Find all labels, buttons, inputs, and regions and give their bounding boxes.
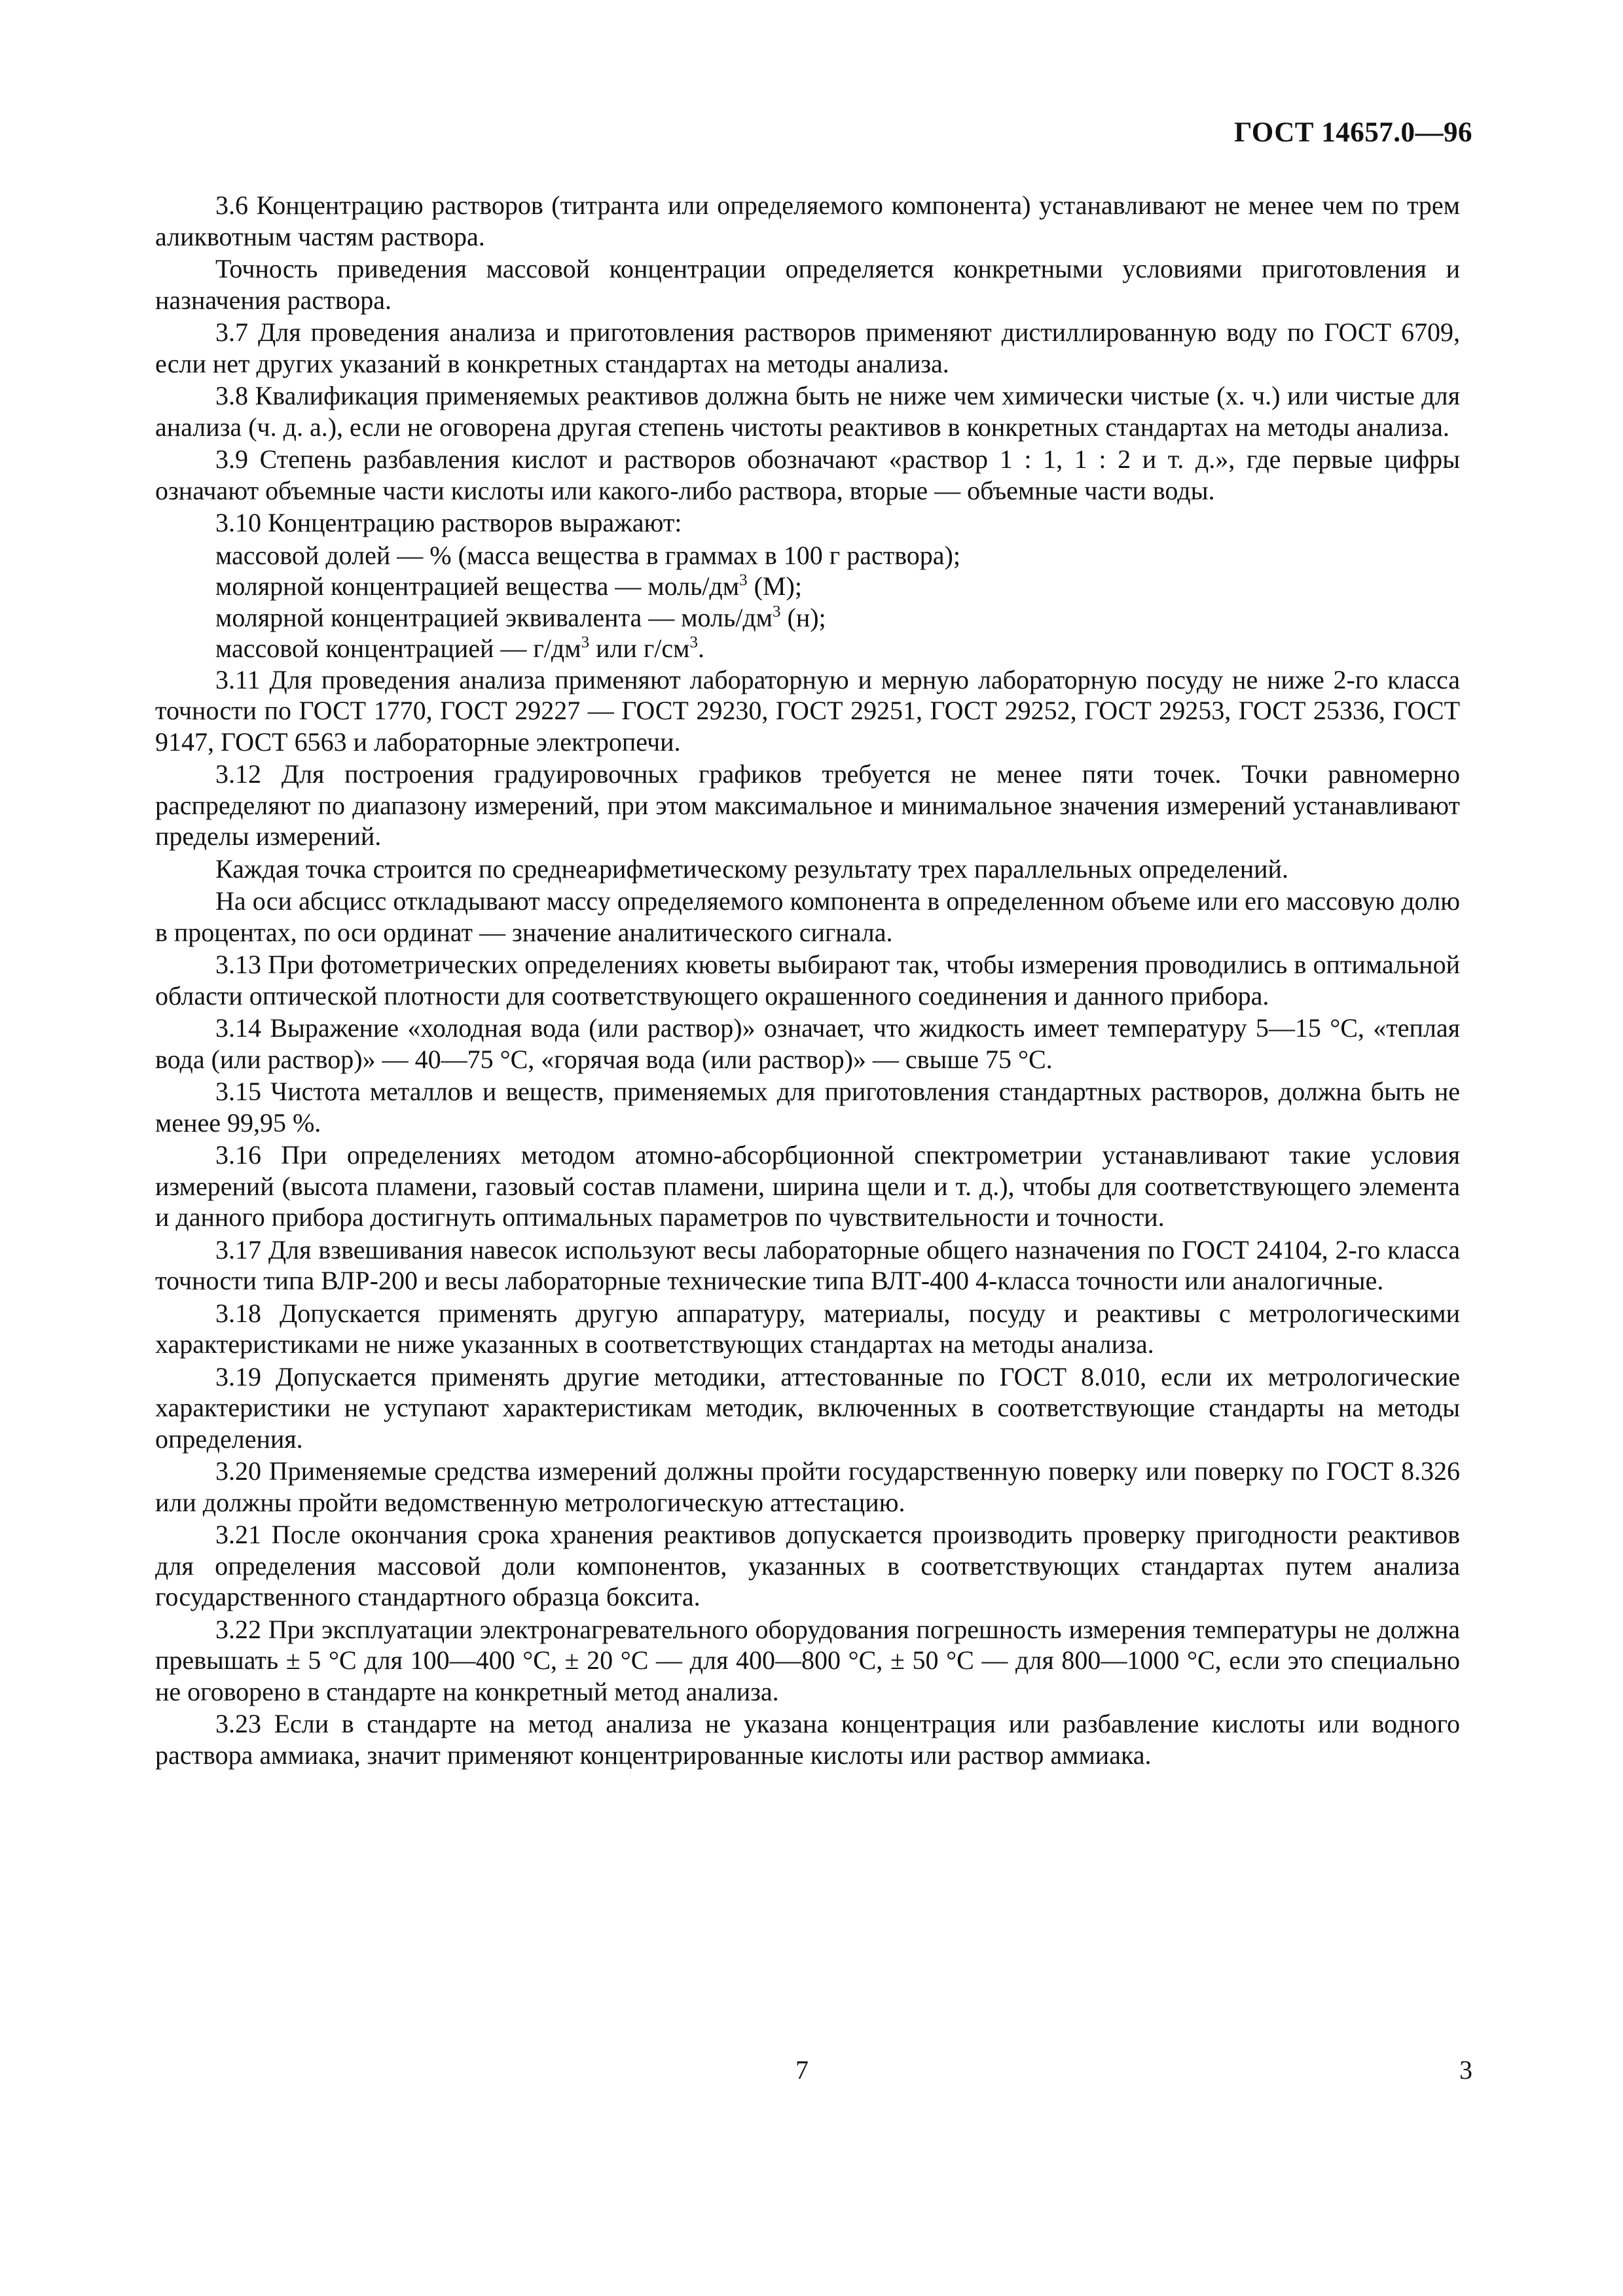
paragraph-3-15: 3.15 Чистота металлов и веществ, применяемых для приготовления стандартных растворов, должна быть не менее 99,95 %. <box>155 1077 1460 1138</box>
list-item-equivalent-concentration <box>155 602 1460 634</box>
paragraph-3-7: 3.7 Для проведения анализа и приготовления растворов применяют дистиллированную воду по ГОСТ 6709, если нет других указаний в конкретных стандартах на методы анализа. <box>155 317 1460 378</box>
paragraph-3-10: 3.10 Концентрацию растворов выражают: <box>215 508 682 537</box>
list-item-text: массовой концентрацией — г/дм <box>215 634 581 663</box>
paragraph-3-11: 3.11 Для проведения анализа применяют лабораторную и мерную лабораторную посуду не ниже 2-го класса точности по ГОСТ 1770, ГОСТ 29227 — ГОСТ 29230, ГОСТ 29251, ГОСТ 29252, ГОСТ 29253, ГОСТ 25336, ГОСТ 9147, ГОСТ 6563 и лабораторные электропечи. <box>155 664 1460 757</box>
paragraph-3-20: 3.20 Применяемые средства измерений должны пройти государственную поверку или поверку по ГОСТ 8.326 или должны пройти ведомственную метрологическую аттестацию. <box>155 1456 1460 1517</box>
list-item-molar-concentration <box>155 571 1460 602</box>
superscript: 3 <box>773 602 781 620</box>
list-item-text: (н); <box>780 602 826 632</box>
superscript: 3 <box>689 634 698 651</box>
paragraph-3-18: 3.18 Допускается применять другую аппаратуру, материалы, посуду и реактивы с метрологическими характеристиками не ниже указанных в соответствующих стандартах на методы анализа. <box>155 1298 1460 1359</box>
paragraph-3-17: 3.17 Для взвешивания навесок используют весы лабораторные общего назначения по ГОСТ 24104, 2-го класса точности типа ВЛР-200 и весы лабораторные технические типа ВЛТ-400 4-класса точности или аналогичные. <box>155 1234 1460 1295</box>
page-number: 3 <box>1459 2055 1472 2085</box>
paragraph-3-23: 3.23 Если в стандарте на метод анализа не указана концентрация или разбавление кислоты или водного раствора аммиака, значит применяют концентрированные кислоты или раствор аммиака. <box>155 1709 1460 1770</box>
list-item-text: или г/см <box>589 634 690 663</box>
list-item-text: молярной концентрацией эквивалента — моль/дм <box>215 602 773 632</box>
document-header: ГОСТ 14657.0—96 <box>1234 117 1472 148</box>
list-item-mass-fraction <box>155 540 1460 571</box>
paragraph-3-9: 3.9 Степень разбавления кислот и растворов обозначают «раствор 1 : 1, 1 : 2 и т. д.», где первые цифры означают объемные части кислоты или какого-либо раствора, вторые — объемные части воды. <box>155 444 1460 505</box>
paragraph-3-13: 3.13 При фотометрических определениях кюветы выбирают так, чтобы измерения проводились в оптимальной области оптической плотности для соответствующего окрашенного соединения и данного прибора. <box>155 950 1460 1011</box>
list-item-text: . <box>697 634 704 663</box>
list-item-text: молярной концентрацией вещества — моль/дм <box>215 571 740 601</box>
paragraph-3-6: 3.6 Концентрацию растворов (титранта или определяемого компонента) устанавливают не менее чем по трем аликвотным частям раствора. <box>155 190 1460 251</box>
paragraph-3-19: 3.19 Допускается применять другие методики, аттестованные по ГОСТ 8.010, если их метрологические характеристики не уступают характеристикам методик, включенных в соответствующие стандарты на методы определения. <box>155 1361 1460 1454</box>
list-item-mass-concentration <box>155 633 1460 664</box>
paragraph-3-12-cont-1: Каждая точка строится по среднеарифметическому результату трех параллельных определений. <box>215 853 1288 884</box>
paragraph-3-22: 3.22 При эксплуатации электронагревательного оборудования погрешность измерения температуры не должна превышать ± 5 °С для 100—400 °С, ± 20 °С — для 400—800 °С, ± 50 °С — для 800—1000 °С, если это специально не оговорено в стандарте на конкретный метод анализа. <box>155 1614 1460 1706</box>
paragraph-3-6-cont: Точность приведения массовой концентрации определяется конкретными условиями приготовления и назначения раствора. <box>155 254 1460 315</box>
document-body <box>155 190 1460 1772</box>
paragraph-3-12: 3.12 Для построения градуировочных графиков требуется не менее пяти точек. Точки равномерно распределяют по диапазону измерений, при этом максимальное и минимальное значения измерений устанавливают пределы измерений. <box>155 759 1460 851</box>
paragraph-3-12-cont-2: На оси абсцисс откладывают массу определяемого компонента в определенном объеме или его массовую долю в процентах, по оси ординат — значение аналитического сигнала. <box>155 886 1460 947</box>
list-item-text: (М); <box>747 571 802 601</box>
footer-center-number: 7 <box>795 2055 809 2085</box>
superscript: 3 <box>581 634 590 651</box>
paragraph-3-21: 3.21 После окончания срока хранения реактивов допускается производить проверку пригодности реактивов для определения массовой доли компонентов, указанных в соответствующих стандартах путем анализа государственного стандартного образца боксита. <box>155 1520 1460 1611</box>
paragraph-3-14: 3.14 Выражение «холодная вода (или раствор)» означает, что жидкость имеет температуру 5—15 °С, «теплая вода (или раствор)» — 40—75 °С, «горячая вода (или раствор)» — свыше 75 °С. <box>155 1013 1460 1074</box>
superscript: 3 <box>739 571 748 589</box>
list-item-text: массовой долей — % (масса вещества в граммах в 100 г раствора); <box>215 540 960 570</box>
paragraph-3-16: 3.16 При определениях методом атомно-абсорбционной спектрометрии устанавливают такие условия измерений (высота пламени, газовый состав пламени, ширина щели и т. д.), чтобы для соответствующего элемента и данного прибора достигнуть оптимальных параметров по чувствительности и точности. <box>155 1140 1460 1232</box>
paragraph-3-8: 3.8 Квалификация применяемых реактивов должна быть не ниже чем химически чистые (х. ч.) или чистые для анализа (ч. д. а.), если не оговорена другая степень чистоты реактивов в конкретных стандартах на методы анализа. <box>155 381 1460 442</box>
